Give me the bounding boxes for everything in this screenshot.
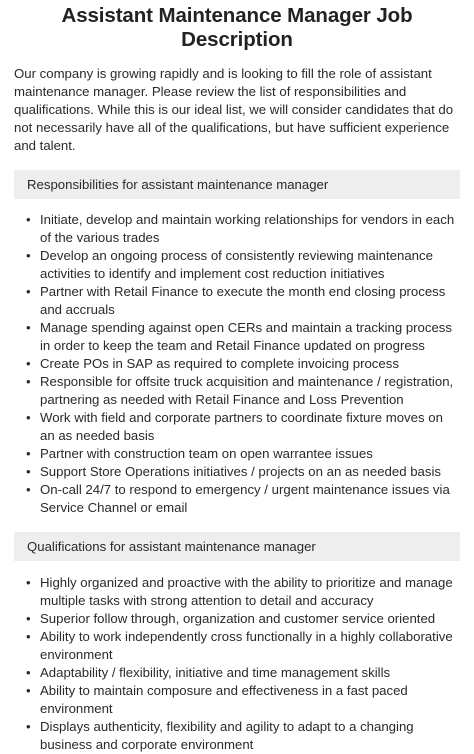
list-item [24, 319, 460, 355]
list-item [24, 718, 460, 754]
intro-paragraph: Our company is growing rapidly and is looking to fill the role of assistant maintenance manager. Please review the list of responsibilities and qualifications. While this is our ideal list, we will consider candidates that do not necessarily have all of the qualifications, but have sufficient experience and talent. [14, 66, 454, 153]
list-item-text: Ability to work independently cross functionally in a highly collaborative environment [40, 629, 453, 662]
bullet-icon: • [26, 719, 31, 734]
list-item-text: Develop an ongoing process of consistently reviewing maintenance activities to identify and implement cost reduction initiatives [40, 248, 433, 281]
list-item [24, 610, 460, 628]
list-item-text: Displays authenticity, flexibility and agility to adapt to a changing business and corporate environment [40, 719, 414, 752]
bullet-icon: • [26, 464, 31, 479]
list-item-text: Adaptability / flexibility, initiative and time management skills [40, 665, 391, 680]
bullet-icon: • [26, 410, 31, 425]
list-item-text: Responsible for offsite truck acquisition and maintenance / registration, partnering as needed with Retail Finance and Loss Prevention [40, 374, 454, 407]
list-item-text: Partner with Retail Finance to execute the month end closing process and accruals [40, 284, 446, 317]
list-item-text: Partner with construction team on open warrantee issues [40, 446, 373, 461]
list-item [24, 682, 460, 718]
list-item [24, 481, 460, 517]
responsibilities-heading: Responsibilities for assistant maintenance manager [14, 170, 460, 199]
bullet-icon: • [26, 374, 31, 389]
bullet-icon: • [26, 248, 31, 263]
list-item [24, 247, 460, 283]
bullet-icon: • [26, 575, 31, 590]
responsibilities-list [14, 211, 460, 517]
qualifications-heading: Qualifications for assistant maintenance manager [14, 532, 460, 561]
bullet-icon: • [26, 665, 31, 680]
qualifications-list [14, 574, 460, 754]
list-item-text: Highly organized and proactive with the ability to prioritize and manage multiple tasks with strong attention to detail and accuracy [40, 575, 453, 608]
list-item [24, 373, 460, 409]
list-item-text: Support Store Operations initiatives / projects on an as needed basis [40, 464, 441, 479]
bullet-icon: • [26, 629, 31, 644]
bullet-icon: • [26, 320, 31, 335]
list-item [24, 628, 460, 664]
list-item [24, 283, 460, 319]
list-item-text: On-call 24/7 to respond to emergency / urgent maintenance issues via Service Channel or email [40, 482, 450, 515]
page-title: Assistant Maintenance Manager Job Description [61, 4, 413, 51]
bullet-icon: • [26, 446, 31, 461]
list-item-text: Create POs in SAP as required to complete invoicing process [40, 356, 399, 371]
list-item-text: Ability to maintain composure and effectiveness in a fast paced environment [40, 683, 408, 716]
list-item [24, 409, 460, 445]
list-item [24, 463, 460, 481]
list-item-text: Manage spending against open CERs and maintain a tracking process in order to keep the team and Retail Finance updated on progress [40, 320, 452, 353]
bullet-icon: • [26, 212, 31, 227]
list-item-text: Superior follow through, organization and customer service oriented [40, 611, 436, 626]
bullet-icon: • [26, 482, 31, 497]
list-item [24, 445, 460, 463]
list-item [24, 574, 460, 610]
list-item [24, 664, 460, 682]
bullet-icon: • [26, 284, 31, 299]
list-item-text: Initiate, develop and maintain working relationships for vendors in each of the various trades [40, 212, 455, 245]
bullet-icon: • [26, 683, 31, 698]
bullet-icon: • [26, 611, 31, 626]
list-item [24, 355, 460, 373]
list-item-text: Work with field and corporate partners to coordinate fixture moves on an as needed basis [40, 410, 443, 443]
list-item [24, 211, 460, 247]
bullet-icon: • [26, 356, 31, 371]
